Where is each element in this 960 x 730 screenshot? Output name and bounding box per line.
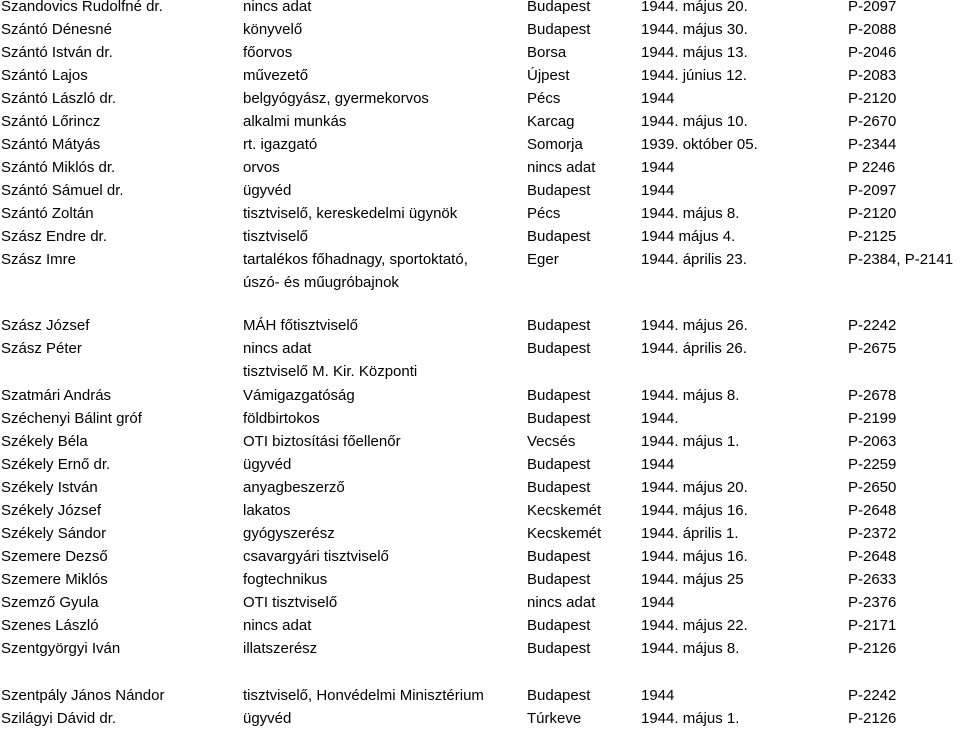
date: 1944. május 10.	[641, 113, 748, 130]
occupation: csavargyári tisztviselő	[243, 548, 389, 565]
place: Budapest	[527, 317, 591, 334]
table-row	[0, 338, 960, 360]
place: Budapest	[527, 687, 591, 704]
date: 1944. május 22.	[641, 617, 748, 634]
table-row	[0, 272, 960, 294]
date: 1944. május 30.	[641, 21, 748, 38]
table-row	[0, 0, 960, 18]
place: Karcag	[527, 113, 575, 130]
person-name: Szentpály János Nándor	[1, 687, 165, 704]
date: 1944. május 25	[641, 571, 744, 588]
occupation: tisztviselő, kereskedelmi ügynök	[243, 205, 458, 222]
record-code: P-2171	[848, 617, 897, 634]
place: Budapest	[527, 548, 591, 565]
record-code: P-2648	[848, 502, 897, 519]
person-name: Szántó László dr.	[1, 90, 117, 107]
occupation: ügyvéd	[243, 182, 292, 199]
place: Budapest	[527, 640, 591, 657]
date: 1944	[641, 159, 675, 176]
record-code: P-2633	[848, 571, 897, 588]
occupation: művezető	[243, 67, 309, 84]
date: 1944. május 20.	[641, 0, 748, 15]
record-code: P-2097	[848, 182, 897, 199]
place: Pécs	[527, 90, 561, 107]
place: Budapest	[527, 182, 591, 199]
place: Budapest	[527, 228, 591, 245]
person-name: Szántó Sámuel dr.	[1, 182, 124, 199]
record-code: P-2120	[848, 90, 897, 107]
record-code: P-2670	[848, 113, 897, 130]
place: Pécs	[527, 205, 561, 222]
table-row	[0, 500, 960, 522]
table-row	[0, 592, 960, 614]
person-name: Székely Ernő dr.	[1, 456, 111, 473]
place: Budapest	[527, 21, 591, 38]
person-name: Széchenyi Bálint gróf	[1, 410, 142, 427]
person-name: Szántó Dénesné	[1, 21, 112, 38]
person-name: Székely Sándor	[1, 525, 107, 542]
record-code: P-2063	[848, 433, 897, 450]
person-name: Szatmári András	[1, 387, 112, 404]
date: 1944. május 20.	[641, 479, 748, 496]
table-row	[0, 361, 960, 383]
table-row	[0, 385, 960, 407]
date: 1944. április 26.	[641, 340, 747, 357]
place: Budapest	[527, 0, 591, 15]
table-row	[0, 477, 960, 499]
record-code: P-2083	[848, 67, 897, 84]
date: 1944	[641, 90, 675, 107]
occupation: belgyógyász, gyermekorvos	[243, 90, 429, 107]
record-code: P-2199	[848, 410, 897, 427]
date: 1944. május 8.	[641, 387, 740, 404]
record-code: P-2097	[848, 0, 897, 15]
record-code: P-2126	[848, 710, 897, 727]
date: 1944. június 12.	[641, 67, 747, 84]
occupation: lakatos	[243, 502, 291, 519]
date: 1944 május 4.	[641, 228, 736, 245]
date: 1944. május 16.	[641, 548, 748, 565]
table-row	[0, 708, 960, 730]
date: 1944. május 16.	[641, 502, 748, 519]
person-name: Szász Péter	[1, 340, 82, 357]
person-name: Szántó Zoltán	[1, 205, 94, 222]
person-name: Szántó Lajos	[1, 67, 88, 84]
place: Budapest	[527, 410, 591, 427]
table-row	[0, 203, 960, 225]
occupation: tartalékos főhadnagy, sportoktató,	[243, 251, 468, 268]
occupation: Vámigazgatóság	[243, 387, 355, 404]
place: Kecskemét	[527, 525, 602, 542]
person-name: Szántó Miklós dr.	[1, 159, 116, 176]
place: Kecskemét	[527, 502, 602, 519]
record-code: P-2259	[848, 456, 897, 473]
place: Vecsés	[527, 433, 576, 450]
table-row	[0, 157, 960, 179]
table-row	[0, 42, 960, 64]
date: 1944	[641, 687, 675, 704]
date: 1939. október 05.	[641, 136, 758, 153]
place: nincs adat	[527, 159, 596, 176]
table-row	[0, 249, 960, 271]
person-name: Székely József	[1, 502, 102, 519]
record-code: P-2088	[848, 21, 897, 38]
table-row	[0, 638, 960, 660]
occupation: tisztviselő M. Kir. Központi	[243, 363, 418, 380]
table-row	[0, 315, 960, 337]
place: Budapest	[527, 479, 591, 496]
place: Budapest	[527, 571, 591, 588]
occupation: könyvelő	[243, 21, 303, 38]
record-code: P-2376	[848, 594, 897, 611]
date: 1944. május 26.	[641, 317, 748, 334]
occupation: földbirtokos	[243, 410, 320, 427]
record-code: P-2125	[848, 228, 897, 245]
person-name: Szandovics Rudolfné dr.	[1, 0, 163, 15]
occupation: OTI tisztviselő	[243, 594, 338, 611]
place: Somorja	[527, 136, 583, 153]
occupation: nincs adat	[243, 340, 312, 357]
person-name: Szántó Mátyás	[1, 136, 101, 153]
record-code: P 2246	[848, 159, 896, 176]
occupation: ügyvéd	[243, 710, 292, 727]
occupation: OTI biztosítási főellenőr	[243, 433, 401, 450]
record-code: P-2242	[848, 317, 897, 334]
date: 1944	[641, 182, 675, 199]
record-code: P-2648	[848, 548, 897, 565]
person-name: Szántó Lőrincz	[1, 113, 101, 130]
person-name: Szemző Gyula	[1, 594, 99, 611]
person-name: Szemere Dezső	[1, 548, 108, 565]
person-name: Székely István	[1, 479, 98, 496]
place: Budapest	[527, 340, 591, 357]
place: Budapest	[527, 387, 591, 404]
occupation: MÁH főtisztviselő	[243, 317, 359, 334]
record-code: P-2372	[848, 525, 897, 542]
table-row	[0, 65, 960, 87]
place: Eger	[527, 251, 559, 268]
table-row	[0, 111, 960, 133]
occupation: orvos	[243, 159, 280, 176]
place: Túrkeve	[527, 710, 582, 727]
table-row	[0, 431, 960, 453]
record-code: P-2675	[848, 340, 897, 357]
record-code: P-2120	[848, 205, 897, 222]
record-code: P-2650	[848, 479, 897, 496]
occupation: tisztviselő	[243, 228, 309, 245]
place: Budapest	[527, 456, 591, 473]
record-code: P-2384, P-2141	[848, 251, 954, 268]
occupation: anyagbeszerző	[243, 479, 345, 496]
date: 1944.	[641, 410, 679, 427]
date: 1944. május 1.	[641, 710, 740, 727]
place: Borsa	[527, 44, 567, 61]
table-row	[0, 226, 960, 248]
table-row	[0, 88, 960, 110]
occupation: alkalmi munkás	[243, 113, 347, 130]
occupation: illatszerész	[243, 640, 318, 657]
person-name: Szász Imre	[1, 251, 77, 268]
occupation: nincs adat	[243, 0, 312, 15]
record-code: P-2046	[848, 44, 897, 61]
place: Budapest	[527, 617, 591, 634]
person-name: Szemere Miklós	[1, 571, 108, 588]
occupation: úszó- és műugróbajnok	[243, 274, 399, 291]
table-row	[0, 134, 960, 156]
date: 1944. május 1.	[641, 433, 740, 450]
occupation: ügyvéd	[243, 456, 292, 473]
person-name: Szilágyi Dávid dr.	[1, 710, 117, 727]
place: nincs adat	[527, 594, 596, 611]
occupation: rt. igazgató	[243, 136, 318, 153]
table-row	[0, 454, 960, 476]
person-name: Szász József	[1, 317, 90, 334]
table-row	[0, 569, 960, 591]
person-name: Szántó István dr.	[1, 44, 113, 61]
table-row	[0, 408, 960, 430]
record-code: P-2344	[848, 136, 897, 153]
record-code: P-2126	[848, 640, 897, 657]
date: 1944. április 23.	[641, 251, 747, 268]
person-name: Szentgyörgyi Iván	[1, 640, 121, 657]
place: Újpest	[527, 67, 570, 84]
person-name: Székely Béla	[1, 433, 88, 450]
record-code: P-2242	[848, 687, 897, 704]
date: 1944. május 13.	[641, 44, 748, 61]
record-code: P-2678	[848, 387, 897, 404]
person-name: Szenes László	[1, 617, 99, 634]
occupation: tisztviselő, Honvédelmi Minisztérium	[243, 687, 484, 704]
date: 1944. május 8.	[641, 640, 740, 657]
person-name: Szász Endre dr.	[1, 228, 107, 245]
table-row	[0, 523, 960, 545]
occupation: fogtechnikus	[243, 571, 328, 588]
occupation: gyógyszerész	[243, 525, 335, 542]
table-row	[0, 180, 960, 202]
table-row	[0, 546, 960, 568]
occupation: nincs adat	[243, 617, 312, 634]
date: 1944. május 8.	[641, 205, 740, 222]
table-row	[0, 685, 960, 707]
occupation: főorvos	[243, 44, 293, 61]
date: 1944	[641, 456, 675, 473]
date: 1944	[641, 594, 675, 611]
date: 1944. április 1.	[641, 525, 739, 542]
table-row	[0, 615, 960, 637]
table-row	[0, 19, 960, 41]
